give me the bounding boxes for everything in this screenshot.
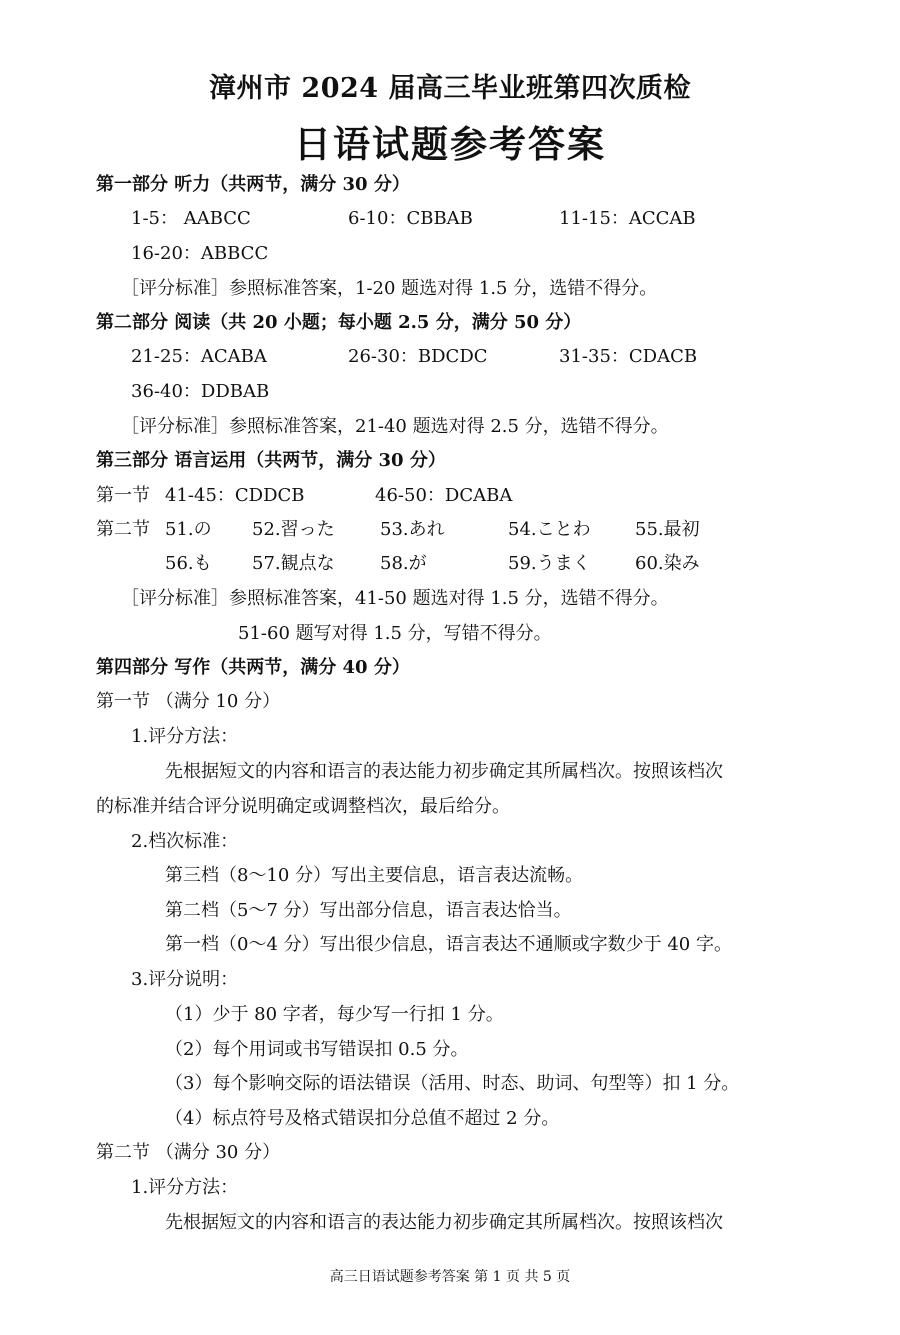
- part3-section1-label: 第一节: [96, 485, 150, 506]
- answer-60: 60.染み: [635, 553, 700, 574]
- part3-section1-answer-1: 41-45：CDDCB: [165, 485, 305, 506]
- part4-section1-title: 第一节 （满分 10 分）: [96, 691, 281, 712]
- level-1: 第一档（0～4 分）写出很少信息，语言表达不通顺或字数少于 40 字。: [165, 934, 732, 955]
- part1-answer-1: 1-5： AABCC: [131, 208, 251, 229]
- part4-s2-method-title: 1.评分方法：: [131, 1177, 239, 1198]
- part4-section2-title: 第二节 （满分 30 分）: [96, 1142, 281, 1163]
- answer-57: 57.観点な: [252, 553, 335, 574]
- note-3: （3）每个影响交际的语法错误（活用、时态、助词、句型等）扣 1 分。: [165, 1073, 740, 1094]
- part2-answer-3: 31-35：CDACB: [559, 346, 698, 367]
- part1-criteria: ［评分标准］参照标准答案，1-20 题选对得 1.5 分，选错不得分。: [121, 278, 658, 299]
- part4-s2-method-line-1: 先根据短文的内容和语言的表达能力初步确定其所属档次。按照该档次: [165, 1212, 723, 1233]
- answer-58: 58.が: [380, 553, 427, 574]
- document-title: 日语试题参考答案: [294, 122, 606, 166]
- answer-56: 56.も: [165, 553, 212, 574]
- part4-s1-method-line-2: 的标准并结合评分说明确定或调整档次，最后给分。: [96, 796, 510, 817]
- part1-answer-4: 16-20：ABBCC: [131, 243, 269, 264]
- level-2: 第二档（5～7 分）写出部分信息，语言表达恰当。: [165, 900, 572, 921]
- answer-54: 54.ことわ: [508, 519, 591, 540]
- part2-answer-4: 36-40：DDBAB: [131, 381, 270, 402]
- part3-heading: 第三部分 语言运用（共两节，满分 30 分）: [96, 450, 446, 471]
- answer-59: 59.うまく: [508, 553, 591, 574]
- part4-s1-method-title: 1.评分方法：: [131, 726, 239, 747]
- part4-s1-levels-title: 2.档次标准：: [131, 831, 239, 852]
- part2-heading: 第二部分 阅读（共 20 小题；每小题 2.5 分，满分 50 分）: [96, 312, 582, 333]
- part4-s1-notes-title: 3.评分说明：: [131, 969, 239, 990]
- answer-53: 53.あれ: [380, 519, 445, 540]
- part1-heading: 第一部分 听力（共两节，满分 30 分）: [96, 174, 410, 195]
- part4-s1-method-line-1: 先根据短文的内容和语言的表达能力初步确定其所属档次。按照该档次: [165, 761, 723, 782]
- note-2: （2）每个用词或书写错误扣 0.5 分。: [165, 1039, 469, 1060]
- part3-section1-answer-2: 46-50：DCABA: [375, 485, 513, 506]
- part3-section2-label: 第二节: [96, 519, 150, 540]
- page-footer: 高三日语试题参考答案 第 1 页 共 5 页: [329, 1269, 571, 1285]
- part3-criteria-1: ［评分标准］参照标准答案，41-50 题选对得 1.5 分，选错不得分。: [121, 588, 669, 609]
- part1-answer-2: 6-10：CBBAB: [348, 208, 473, 229]
- answer-51: 51.の: [165, 519, 212, 540]
- part1-answer-3: 11-15：ACCAB: [559, 208, 696, 229]
- level-3: 第三档（8～10 分）写出主要信息，语言表达流畅。: [165, 865, 584, 886]
- answer-52: 52.習った: [252, 519, 335, 540]
- exam-title: 漳州市 2024 届高三毕业班第四次质检: [209, 73, 691, 104]
- part2-answer-1: 21-25：ACABA: [131, 346, 267, 367]
- part2-answer-2: 26-30：BDCDC: [348, 346, 488, 367]
- note-1: （1）少于 80 字者，每少写一行扣 1 分。: [165, 1004, 504, 1025]
- part3-criteria-2: 51-60 题写对得 1.5 分，写错不得分。: [238, 623, 552, 644]
- part2-criteria: ［评分标准］参照标准答案，21-40 题选对得 2.5 分，选错不得分。: [121, 416, 669, 437]
- note-4: （4）标点符号及格式错误扣分总值不超过 2 分。: [165, 1108, 560, 1129]
- part4-heading: 第四部分 写作（共两节，满分 40 分）: [96, 657, 410, 678]
- answer-55: 55.最初: [635, 519, 700, 540]
